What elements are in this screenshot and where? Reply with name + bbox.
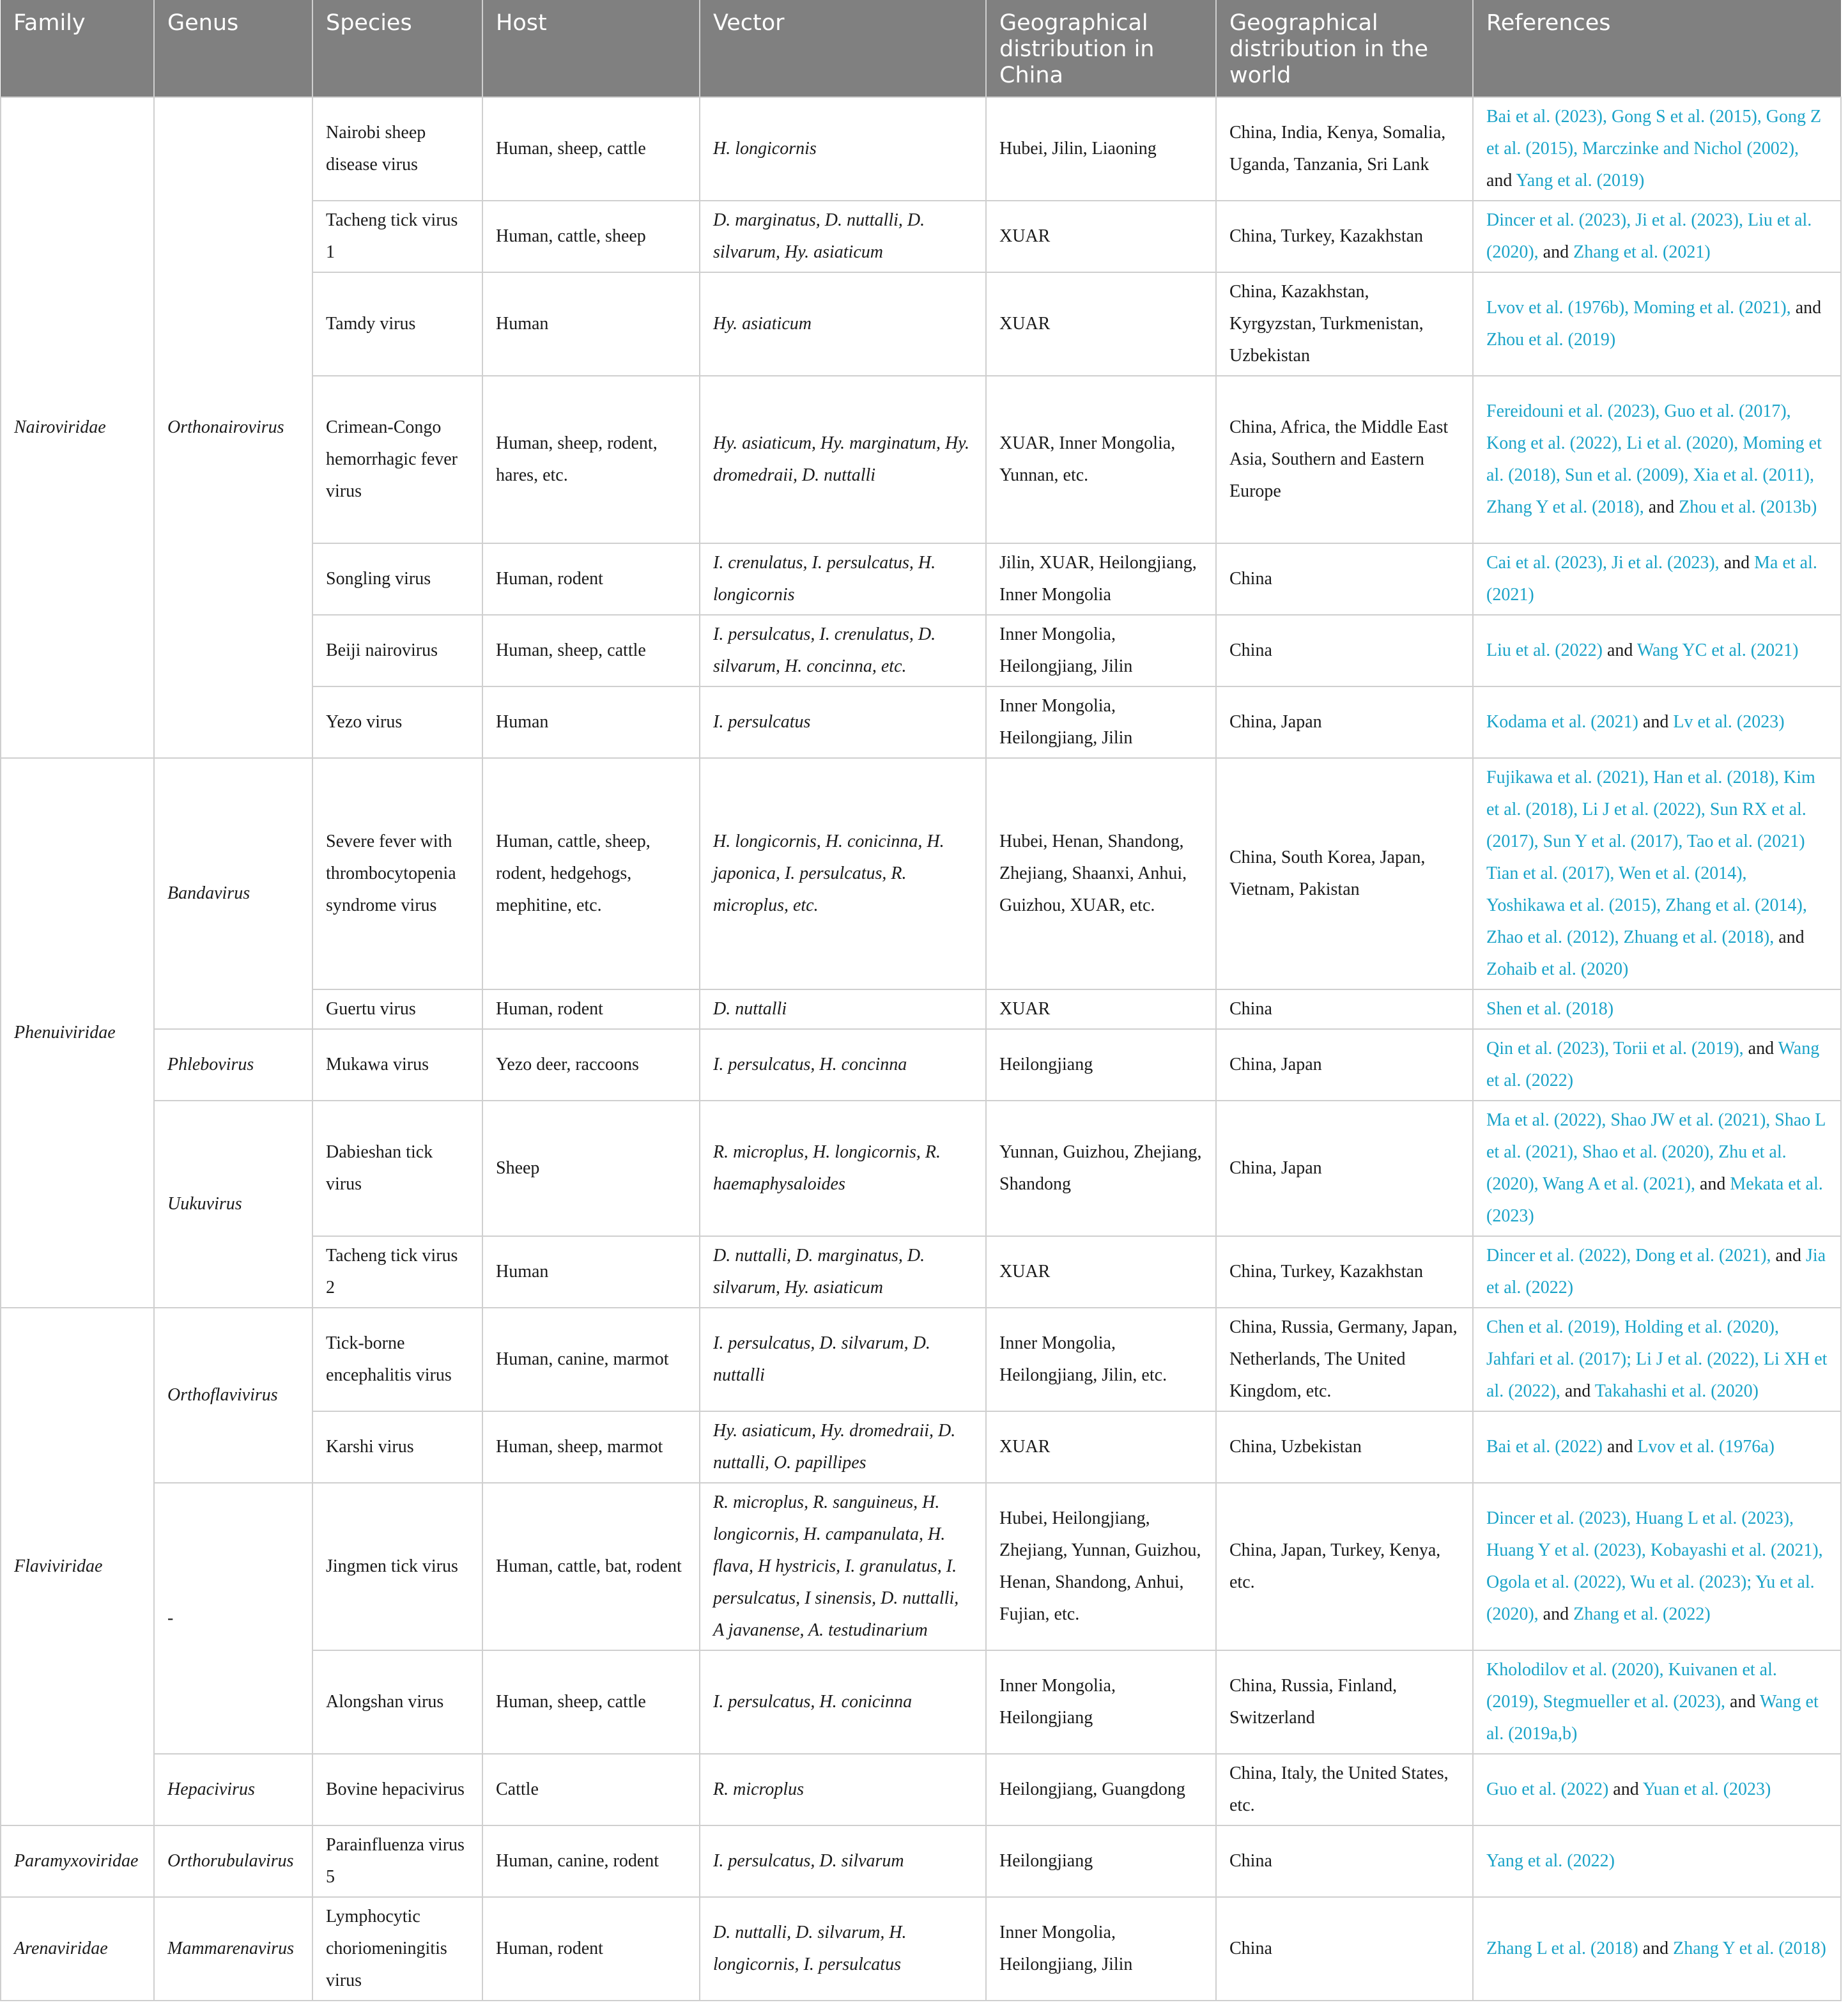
reference-link[interactable]: Dincer et al. (2022), Dong et al. (2021), bbox=[1486, 1246, 1771, 1266]
reference-link[interactable]: Yang et al. (2022) bbox=[1486, 1851, 1615, 1871]
china-distribution-cell: Hubei, Heilongjiang, Zhejiang, Yunnan, Guizhou, Henan, Shandong, Anhui, Fujian, etc. bbox=[986, 1483, 1216, 1650]
host-cell: Yezo deer, raccoons bbox=[482, 1029, 700, 1101]
host-cell: Sheep bbox=[482, 1101, 700, 1236]
reference-conjunction: and bbox=[1725, 1692, 1760, 1712]
table-row bbox=[1, 1308, 1841, 1411]
host-cell: Human, rodent bbox=[482, 1897, 700, 2001]
reference-link[interactable]: Dincer et al. (2023), Ji et al. (2023), Liu et al. (2020), bbox=[1486, 210, 1812, 262]
world-distribution-cell: China, Africa, the Middle East Asia, Southern and Eastern Europe bbox=[1216, 376, 1473, 543]
references-cell bbox=[1473, 376, 1841, 543]
genus-cell: Orthoflavivirus bbox=[154, 1308, 312, 1483]
species-cell: Songling virus bbox=[312, 543, 482, 615]
world-distribution-cell: China, Kazakhstan, Kyrgyzstan, Turkmenistan, Uzbekistan bbox=[1216, 272, 1473, 376]
family-cell: Flaviviridae bbox=[1, 1308, 154, 1825]
references-cell bbox=[1473, 686, 1841, 758]
species-cell: Alongshan virus bbox=[312, 1650, 482, 1754]
species-cell: Crimean-Congo hemorrhagic fever virus bbox=[312, 376, 482, 543]
host-cell: Human, sheep, cattle bbox=[482, 615, 700, 686]
world-distribution-cell: China, Russia, Germany, Japan, Netherlands, The United Kingdom, etc. bbox=[1216, 1308, 1473, 1411]
world-distribution-cell: China, Russia, Finland, Switzerland bbox=[1216, 1650, 1473, 1754]
vector-cell: D. marginatus, D. nuttalli, D. silvarum, Hy. asiaticum bbox=[700, 201, 986, 272]
header-distribution-china: Geographical distribution in China bbox=[986, 0, 1216, 97]
species-cell: Dabieshan tick virus bbox=[312, 1101, 482, 1236]
reference-link[interactable]: Fujikawa et al. (2021), Han et al. (2018), Kim et al. (2018), Li J et al. (2022), Sun RX et al. (2017), Sun Y et al. (2017), Tao et al. (2021) Tian et al. (2017), Wen et al. (2014), Yoshikawa et al. (2015), Zhang et al. (2014), Zhao et al. (2012), Zhuang et al. (2018), bbox=[1486, 768, 1815, 947]
reference-link[interactable]: Guo et al. (2022) bbox=[1486, 1779, 1609, 1799]
reference-link[interactable]: Cai et al. (2023), Ji et al. (2023), bbox=[1486, 553, 1720, 573]
vector-cell: I. persulcatus, I. crenulatus, D. silvarum, H. concinna, etc. bbox=[700, 615, 986, 686]
vector-cell: I. persulcatus, H. concinna bbox=[700, 1029, 986, 1101]
china-distribution-cell: XUAR bbox=[986, 201, 1216, 272]
reference-link[interactable]: Yang et al. (2019) bbox=[1516, 171, 1645, 190]
reference-link[interactable]: Kholodilov et al. (2020), Kuivanen et al. (2019), Stegmueller et al. (2023), bbox=[1486, 1660, 1777, 1712]
reference-link[interactable]: Wang YC et al. (2021) bbox=[1636, 640, 1799, 660]
species-cell: Tacheng tick virus 1 bbox=[312, 201, 482, 272]
reference-link[interactable]: Ma et al. (2022), Shao JW et al. (2021), Shao L et al. (2021), Shao et al. (2020), Zhu et al. (2020), Wang A et al. (2021), bbox=[1486, 1110, 1826, 1194]
host-cell: Human bbox=[482, 1236, 700, 1308]
china-distribution-cell: Inner Mongolia, Heilongjiang bbox=[986, 1650, 1216, 1754]
host-cell: Human, rodent bbox=[482, 989, 700, 1029]
reference-conjunction: and bbox=[1790, 298, 1822, 318]
reference-link[interactable]: Wang et al. (2022) bbox=[1486, 1039, 1820, 1090]
reference-conjunction: and bbox=[1743, 1039, 1778, 1058]
genus-cell: Mammarenavirus bbox=[154, 1897, 312, 2001]
reference-link[interactable]: Lv et al. (2023) bbox=[1673, 712, 1785, 732]
china-distribution-cell: Heilongjiang bbox=[986, 1825, 1216, 1897]
reference-link[interactable]: Zhang et al. (2022) bbox=[1573, 1604, 1711, 1624]
reference-link[interactable]: Kodama et al. (2021) bbox=[1486, 712, 1638, 732]
reference-conjunction: and bbox=[1719, 553, 1755, 573]
genus-cell: - bbox=[154, 1483, 312, 1754]
header-species: Species bbox=[312, 0, 482, 97]
host-cell: Human, sheep, rodent, hares, etc. bbox=[482, 376, 700, 543]
world-distribution-cell: China, Japan bbox=[1216, 1101, 1473, 1236]
header-family: Family bbox=[1, 0, 154, 97]
world-distribution-cell: China bbox=[1216, 543, 1473, 615]
species-cell: Tamdy virus bbox=[312, 272, 482, 376]
vector-cell: R. microplus, R. sanguineus, H. longicornis, H. campanulata, H. flava, H hystricis, I. granulatus, I. persulcatus, I sinensis, D. nuttalli, A javanense, A. testudinarium bbox=[700, 1483, 986, 1650]
china-distribution-cell: Heilongjiang, Guangdong bbox=[986, 1754, 1216, 1825]
reference-link[interactable]: Shen et al. (2018) bbox=[1486, 999, 1614, 1019]
reference-link[interactable]: Lvov et al. (1976b), Moming et al. (2021), bbox=[1486, 298, 1791, 318]
china-distribution-cell: XUAR bbox=[986, 989, 1216, 1029]
reference-link[interactable]: Fereidouni et al. (2023), Guo et al. (2017), Kong et al. (2022), Li et al. (2020), Moming et al. (2018), Sun et al. (2009), Xia et al. (2011), Zhang Y et al. (2018), bbox=[1486, 401, 1822, 517]
world-distribution-cell: China, Japan, Turkey, Kenya, etc. bbox=[1216, 1483, 1473, 1650]
vector-cell: I. persulcatus, D. silvarum, D. nuttalli bbox=[700, 1308, 986, 1411]
reference-link[interactable]: Bai et al. (2023), Gong S et al. (2015), Gong Z et al. (2015), Marczinke and Nichol (2002), bbox=[1486, 107, 1822, 159]
references-cell bbox=[1473, 989, 1841, 1029]
reference-link[interactable]: Chen et al. (2019), Holding et al. (2020), Jahfari et al. (2017); Li J et al. (2022), Li XH et al. (2022), bbox=[1486, 1317, 1828, 1401]
species-cell: Nairobi sheep disease virus bbox=[312, 97, 482, 201]
vector-cell: D. nuttalli bbox=[700, 989, 986, 1029]
reference-link[interactable]: Wang et al. (2019a,b) bbox=[1486, 1692, 1819, 1744]
vector-cell: I. persulcatus, H. conicinna bbox=[700, 1650, 986, 1754]
vector-cell: Hy. asiaticum, Hy. dromedraii, D. nuttalli, O. papillipes bbox=[700, 1411, 986, 1483]
china-distribution-cell: XUAR, Inner Mongolia, Yunnan, etc. bbox=[986, 376, 1216, 543]
family-cell: Phenuiviridae bbox=[1, 758, 154, 1308]
reference-link[interactable]: Takahashi et al. (2020) bbox=[1594, 1381, 1759, 1401]
genus-cell: Bandavirus bbox=[154, 758, 312, 1029]
species-cell: Karshi virus bbox=[312, 1411, 482, 1483]
table-row bbox=[1, 1754, 1841, 1825]
world-distribution-cell: China, Uzbekistan bbox=[1216, 1411, 1473, 1483]
reference-link[interactable]: Bai et al. (2022) bbox=[1486, 1437, 1603, 1457]
china-distribution-cell: Hubei, Henan, Shandong, Zhejiang, Shaanxi, Anhui, Guizhou, XUAR, etc. bbox=[986, 758, 1216, 989]
reference-conjunction: and bbox=[1638, 712, 1674, 732]
world-distribution-cell: China, Japan bbox=[1216, 1029, 1473, 1101]
reference-link[interactable]: Liu et al. (2022) bbox=[1486, 640, 1603, 660]
china-distribution-cell: Hubei, Jilin, Liaoning bbox=[986, 97, 1216, 201]
table-row bbox=[1, 1825, 1841, 1897]
world-distribution-cell: China bbox=[1216, 1825, 1473, 1897]
vector-cell: Hy. asiaticum bbox=[700, 272, 986, 376]
references-cell bbox=[1473, 1897, 1841, 2001]
world-distribution-cell: China, Turkey, Kazakhstan bbox=[1216, 1236, 1473, 1308]
host-cell: Human, rodent bbox=[482, 543, 700, 615]
host-cell: Human, sheep, marmot bbox=[482, 1411, 700, 1483]
reference-link[interactable]: Mekata et al. (2023) bbox=[1486, 1174, 1823, 1226]
header-distribution-world: Geographical distribution in the world bbox=[1216, 0, 1473, 97]
vector-cell: R. microplus, H. longicornis, R. haemaphysaloides bbox=[700, 1101, 986, 1236]
reference-link[interactable]: Yuan et al. (2023) bbox=[1642, 1779, 1771, 1799]
vector-cell: Hy. asiaticum, Hy. marginatum, Hy. dromedraii, D. nuttalli bbox=[700, 376, 986, 543]
reference-conjunction: and bbox=[1638, 1939, 1674, 1958]
china-distribution-cell: XUAR bbox=[986, 1411, 1216, 1483]
species-cell: Jingmen tick virus bbox=[312, 1483, 482, 1650]
vector-cell: H. longicornis, H. conicinna, H. japonica, I. persulcatus, R. microplus, etc. bbox=[700, 758, 986, 989]
reference-conjunction: and bbox=[1538, 242, 1574, 262]
species-cell: Parainfluenza virus 5 bbox=[312, 1825, 482, 1897]
vector-cell: I. persulcatus bbox=[700, 686, 986, 758]
references-cell bbox=[1473, 758, 1841, 989]
host-cell: Human bbox=[482, 272, 700, 376]
world-distribution-cell: China, India, Kenya, Somalia, Uganda, Tanzania, Sri Lank bbox=[1216, 97, 1473, 201]
table-row bbox=[1, 1483, 1841, 1650]
reference-conjunction: and bbox=[1538, 1604, 1574, 1624]
species-cell: Tacheng tick virus 2 bbox=[312, 1236, 482, 1308]
reference-link[interactable]: Zohaib et al. (2020) bbox=[1486, 959, 1629, 979]
table-row bbox=[1, 1897, 1841, 2001]
reference-conjunction: and bbox=[1602, 640, 1637, 660]
reference-conjunction: and bbox=[1774, 927, 1805, 947]
china-distribution-cell: XUAR bbox=[986, 1236, 1216, 1308]
reference-conjunction: and bbox=[1560, 1381, 1595, 1401]
species-cell: Yezo virus bbox=[312, 686, 482, 758]
world-distribution-cell: China, Japan bbox=[1216, 686, 1473, 758]
references-cell bbox=[1473, 201, 1841, 272]
references-cell bbox=[1473, 1411, 1841, 1483]
world-distribution-cell: China, Turkey, Kazakhstan bbox=[1216, 201, 1473, 272]
china-distribution-cell: Jilin, XUAR, Heilongjiang, Inner Mongolia bbox=[986, 543, 1216, 615]
genus-cell: Uukuvirus bbox=[154, 1101, 312, 1308]
family-cell: Paramyxoviridae bbox=[1, 1825, 154, 1897]
host-cell: Human, cattle, sheep, rodent, hedgehogs, mephitine, etc. bbox=[482, 758, 700, 989]
species-cell: Tick-borne encephalitis virus bbox=[312, 1308, 482, 1411]
species-cell: Mukawa virus bbox=[312, 1029, 482, 1101]
genus-cell: Orthonairovirus bbox=[154, 97, 312, 758]
world-distribution-cell: China bbox=[1216, 1897, 1473, 2001]
reference-conjunction: and bbox=[1695, 1174, 1730, 1194]
china-distribution-cell: Inner Mongolia, Heilongjiang, Jilin bbox=[986, 1897, 1216, 2001]
references-cell bbox=[1473, 1754, 1841, 1825]
table-row bbox=[1, 758, 1841, 989]
host-cell: Human, canine, rodent bbox=[482, 1825, 700, 1897]
genus-cell: Orthorubulavirus bbox=[154, 1825, 312, 1897]
world-distribution-cell: China bbox=[1216, 615, 1473, 686]
reference-link[interactable]: Dincer et al. (2023), Huang L et al. (2023), Huang Y et al. (2023), Kobayashi et al. (2021), Ogola et al. (2022), Wu et al. (2023); Yu et al. (2020), bbox=[1486, 1508, 1823, 1624]
vector-cell: I. persulcatus, D. silvarum bbox=[700, 1825, 986, 1897]
references-cell bbox=[1473, 97, 1841, 201]
genus-cell: Hepacivirus bbox=[154, 1754, 312, 1825]
host-cell: Human, cattle, sheep bbox=[482, 201, 700, 272]
vector-cell: H. longicornis bbox=[700, 97, 986, 201]
references-cell bbox=[1473, 272, 1841, 376]
china-distribution-cell: XUAR bbox=[986, 272, 1216, 376]
species-cell: Lymphocytic choriomeningitis virus bbox=[312, 1897, 482, 2001]
reference-conjunction: and bbox=[1771, 1246, 1806, 1266]
table-row bbox=[1, 1029, 1841, 1101]
host-cell: Human, sheep, cattle bbox=[482, 1650, 700, 1754]
host-cell: Cattle bbox=[482, 1754, 700, 1825]
references-cell bbox=[1473, 1101, 1841, 1236]
references-cell bbox=[1473, 543, 1841, 615]
reference-link[interactable]: Jia et al. (2022) bbox=[1486, 1246, 1826, 1297]
world-distribution-cell: China bbox=[1216, 989, 1473, 1029]
world-distribution-cell: China, Italy, the United States, etc. bbox=[1216, 1754, 1473, 1825]
family-cell: Nairoviridae bbox=[1, 97, 154, 758]
host-cell: Human, sheep, cattle bbox=[482, 97, 700, 201]
china-distribution-cell: Inner Mongolia, Heilongjiang, Jilin, etc. bbox=[986, 1308, 1216, 1411]
reference-conjunction: and bbox=[1608, 1779, 1643, 1799]
references-cell bbox=[1473, 1236, 1841, 1308]
reference-link[interactable]: Zhou et al. (2013b) bbox=[1679, 497, 1817, 517]
species-cell: Guertu virus bbox=[312, 989, 482, 1029]
header-host: Host bbox=[482, 0, 700, 97]
reference-link[interactable]: Zhou et al. (2019) bbox=[1486, 330, 1616, 350]
table-row bbox=[1, 97, 1841, 201]
host-cell: Human, canine, marmot bbox=[482, 1308, 700, 1411]
china-distribution-cell: Yunnan, Guizhou, Zhejiang, Shandong bbox=[986, 1101, 1216, 1236]
reference-link[interactable]: Zhang et al. (2021) bbox=[1573, 242, 1711, 262]
species-cell: Bovine hepacivirus bbox=[312, 1754, 482, 1825]
references-cell bbox=[1473, 1483, 1841, 1650]
reference-link[interactable]: Ma et al. (2021) bbox=[1486, 553, 1817, 605]
china-distribution-cell: Inner Mongolia, Heilongjiang, Jilin bbox=[986, 686, 1216, 758]
reference-conjunction: and bbox=[1602, 1437, 1638, 1457]
table-row bbox=[1, 1101, 1841, 1236]
reference-link[interactable]: Qin et al. (2023), Torii et al. (2019), bbox=[1486, 1039, 1744, 1058]
reference-conjunction: and bbox=[1644, 497, 1679, 517]
vector-cell: D. nuttalli, D. silvarum, H. longicornis, I. persulcatus bbox=[700, 1897, 986, 2001]
header-references: References bbox=[1473, 0, 1841, 97]
header-genus: Genus bbox=[154, 0, 312, 97]
references-cell bbox=[1473, 615, 1841, 686]
species-cell: Severe fever with thrombocytopenia syndrome virus bbox=[312, 758, 482, 989]
reference-conjunction: and bbox=[1486, 171, 1516, 190]
china-distribution-cell: Inner Mongolia, Heilongjiang, Jilin bbox=[986, 615, 1216, 686]
references-cell bbox=[1473, 1650, 1841, 1754]
vector-cell: R. microplus bbox=[700, 1754, 986, 1825]
references-cell bbox=[1473, 1029, 1841, 1101]
family-cell: Arenaviridae bbox=[1, 1897, 154, 2001]
genus-cell: Phlebovirus bbox=[154, 1029, 312, 1101]
vector-cell: I. crenulatus, I. persulcatus, H. longicornis bbox=[700, 543, 986, 615]
references-cell bbox=[1473, 1308, 1841, 1411]
reference-link[interactable]: Lvov et al. (1976a) bbox=[1637, 1437, 1775, 1457]
china-distribution-cell: Heilongjiang bbox=[986, 1029, 1216, 1101]
species-cell: Beiji nairovirus bbox=[312, 615, 482, 686]
host-cell: Human bbox=[482, 686, 700, 758]
references-cell bbox=[1473, 1825, 1841, 1897]
reference-link[interactable]: Zhang L et al. (2018) bbox=[1486, 1939, 1638, 1958]
reference-link[interactable]: Zhang Y et al. (2018) bbox=[1673, 1939, 1826, 1958]
world-distribution-cell: China, South Korea, Japan, Vietnam, Pakistan bbox=[1216, 758, 1473, 989]
host-cell: Human, cattle, bat, rodent bbox=[482, 1483, 700, 1650]
vector-cell: D. nuttalli, D. marginatus, D. silvarum, Hy. asiaticum bbox=[700, 1236, 986, 1308]
header-row bbox=[1, 0, 1841, 97]
header-vector: Vector bbox=[700, 0, 986, 97]
